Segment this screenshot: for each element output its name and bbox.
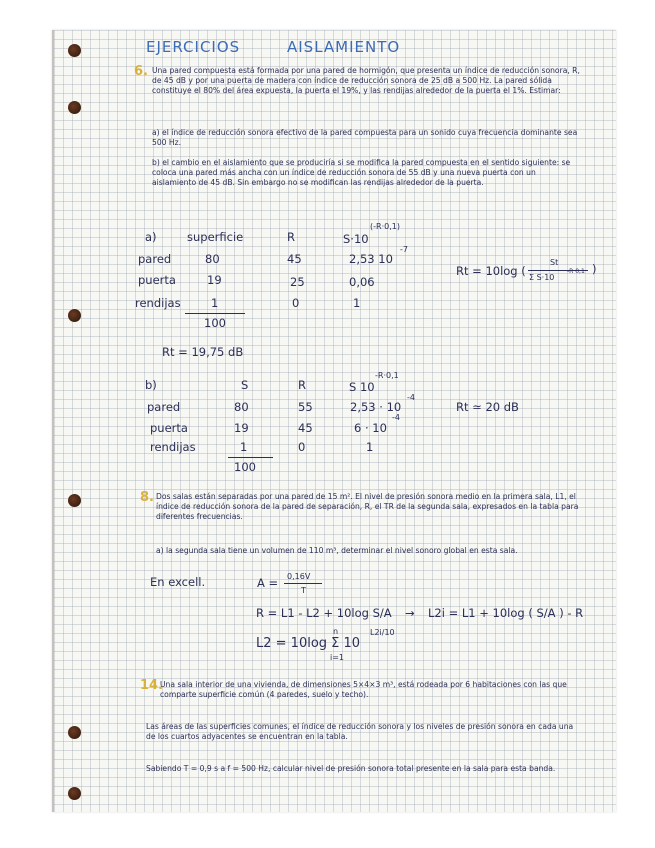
result-b: Rt ≃ 20 dB xyxy=(456,400,519,414)
exercise-14-statement-2: Las áreas de las superficies comunes, el índice de reducción sonora y los niveles de presión sonora en cada una de los cuartos adyacentes se encuentran en la tabla. xyxy=(146,722,574,741)
table-cell-r: 45 xyxy=(287,252,302,266)
table-row-label: pared xyxy=(147,400,181,414)
page-title-right: AISLAMIENTO xyxy=(287,38,401,56)
equation-arrow: → xyxy=(405,606,415,620)
exercise-14-statement: Una sala interior de una vivienda, de dimensiones 5×4×3 m³, está rodeada por 6 habitaciones con las que comparte superficie común (4 paredes, suelo y techo). xyxy=(160,680,567,699)
equation-l2i: L2i = L1 + 10log ( S/A ) - R xyxy=(428,606,584,620)
table-row-label: puerta xyxy=(150,421,188,435)
page-title-left: EJERCICIOS xyxy=(146,38,241,56)
table-cell-r: 25 xyxy=(290,275,305,289)
exercise-8-statement: Dos salas están separadas por una pared de 15 m². El nivel de presión sonora medio en la primera sala, L1, el índice de reducción sonora de la pared de separación, R, el TR de la segunda sala, expresados en la tabla para diferentes frecuencias. xyxy=(156,492,579,521)
table-a-header-s: superficie xyxy=(187,230,244,244)
table-b-header-exponent: -R·0,1 xyxy=(375,371,399,380)
excel-note: En excell. xyxy=(150,575,206,589)
table-b-header-r: R xyxy=(298,378,306,392)
rt-formula-denominator-exponent: -R·0,1 xyxy=(567,268,585,275)
table-cell-s: 19 xyxy=(207,273,222,287)
table-b-header-s: S xyxy=(241,378,249,392)
binder-hole xyxy=(68,787,81,800)
equation-a-lhs: A = xyxy=(257,576,279,590)
table-cell-s: 80 xyxy=(205,252,220,266)
table-cell-r: 0 xyxy=(292,296,300,310)
binder-hole xyxy=(68,309,81,322)
table-a-header-v: S·10 xyxy=(343,232,369,246)
equation-r: R = L1 - L2 + 10log S/A xyxy=(256,606,392,620)
rt-formula-close: ) xyxy=(592,262,597,276)
rt-formula-denominator: Σ S·10 xyxy=(529,273,555,282)
table-a-header-r: R xyxy=(287,230,295,244)
table-a-total: 100 xyxy=(204,316,226,330)
equation-l2: L2 = 10log Σ 10 xyxy=(256,636,361,651)
equation-l2-exponent: L2i/10 xyxy=(370,628,395,637)
table-cell-s: 1 xyxy=(211,296,219,310)
table-cell-v: 1 xyxy=(366,440,374,454)
table-a-total-rule xyxy=(185,313,245,314)
exercise-14-number: 14. xyxy=(140,678,164,693)
binder-hole xyxy=(68,44,81,57)
table-cell-exponent: -7 xyxy=(400,245,408,254)
table-cell-exponent: -4 xyxy=(392,413,400,422)
exercise-14-statement-3: Sabiendo T = 0,9 s a f = 500 Hz, calcular nivel de presión sonora total presente en la sala para esta banda. xyxy=(146,764,556,773)
table-b-total: 100 xyxy=(234,460,256,474)
table-cell-r: 55 xyxy=(298,400,313,414)
table-cell-r: 45 xyxy=(298,421,313,435)
exercise-6-statement: Una pared compuesta está formada por una pared de hormigón, que presenta un índice de reducción sonora, R, de 45 dB y por una puerta de madera con índice de reducción sonora de 25 dB a 500 Hz. La pared sólida constituye el 80% del área expuesta, la puerta el 19%, y las rendijas alrededor de la puerta el 1%. Estimar: xyxy=(152,66,580,95)
exercise-8-number: 8. xyxy=(140,490,154,505)
table-cell-exponent: -4 xyxy=(407,393,415,402)
table-row-label: rendijas xyxy=(135,296,181,310)
equation-a-numerator: 0,16V xyxy=(287,572,311,581)
binder-hole xyxy=(68,101,81,114)
table-cell-v: 6 · 10 xyxy=(354,421,387,435)
equation-l2-sum-bottom: i=1 xyxy=(330,653,345,662)
table-cell-v: 2,53 10 xyxy=(349,252,393,266)
equation-l2-sum-top: n xyxy=(333,627,339,636)
table-row-label: puerta xyxy=(138,273,176,287)
exercise-8-part-a: a) la segunda sala tiene un volumen de 110 m³, determinar el nivel sonoro global en esta sala. xyxy=(156,546,518,555)
binder-hole xyxy=(68,726,81,739)
table-cell-s: 19 xyxy=(234,421,249,435)
table-a-header-label: a) xyxy=(145,230,157,244)
exercise-6-number: 6. xyxy=(134,64,148,79)
binder-hole xyxy=(68,494,81,507)
table-cell-r: 0 xyxy=(298,440,306,454)
exercise-6-part-a: a) el índice de reducción sonora efectivo de la pared compuesta para un sonido cuya frecuencia dominante sea 500 Hz. xyxy=(152,128,578,147)
table-b-total-rule xyxy=(228,457,273,458)
table-cell-s: 80 xyxy=(234,400,249,414)
rt-formula-lhs: Rt = 10log ( xyxy=(456,264,526,278)
exercise-6-part-b: b) el cambio en el aislamiento que se produciría si se modifica la pared compuesta en el sentido siguiente: se coloca una pared más ancha con un índice de reducción sonora de 55 dB y una nueva puerta con un aislamiento de 45 dB. Sin embargo no se modifican las rendijas alrededor de la puerta. xyxy=(152,158,571,187)
table-cell-v: 0,06 xyxy=(349,275,375,289)
equation-a-fraction-bar xyxy=(284,583,322,584)
table-row-label: pared xyxy=(138,252,172,266)
equation-a-denominator: T xyxy=(301,586,306,595)
table-cell-v: 2,53 · 10 xyxy=(350,400,402,414)
table-row-label: rendijas xyxy=(150,440,196,454)
table-b-header-label: b) xyxy=(145,378,157,392)
table-cell-s: 1 xyxy=(240,440,248,454)
table-cell-v: 1 xyxy=(353,296,361,310)
table-a-header-exponent: (-R·0,1) xyxy=(370,222,400,231)
table-b-header-v: S 10 xyxy=(349,380,375,394)
rt-formula-numerator: St xyxy=(550,258,559,267)
result-a: Rt = 19,75 dB xyxy=(162,345,244,359)
